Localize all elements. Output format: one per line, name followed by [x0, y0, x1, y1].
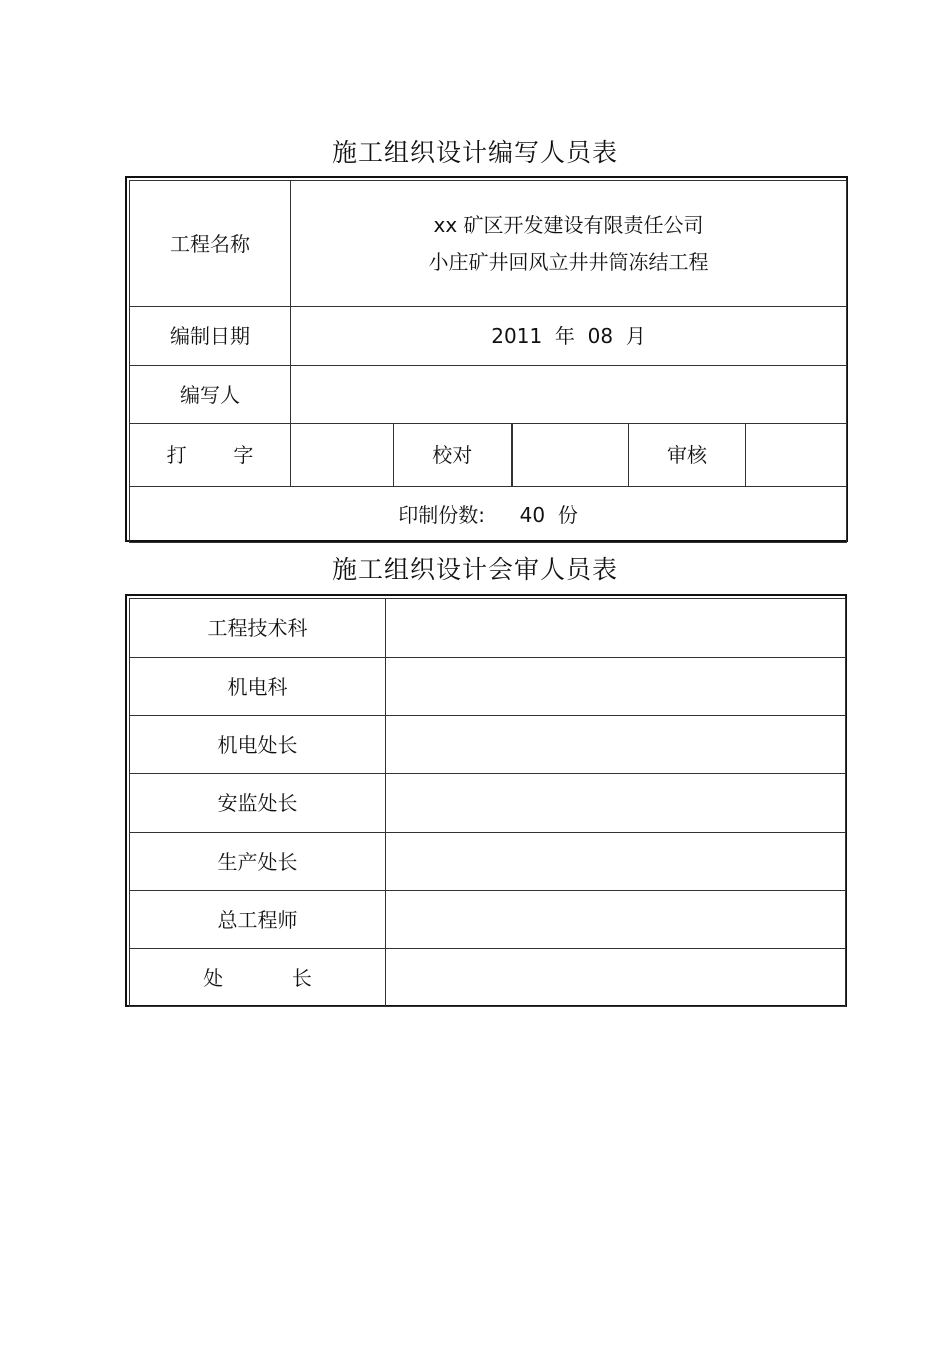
table-row [130, 424, 847, 487]
date-label: 编制日期 [130, 307, 291, 366]
compilation-staff-table [129, 180, 847, 543]
table1-title: 施工组织设计编写人员表 [331, 138, 618, 167]
review-row-value [386, 891, 846, 949]
review-row-label: 工程技术科 [130, 599, 386, 658]
review-row-label: 机电科 [130, 658, 386, 716]
table-row [130, 774, 846, 833]
review-row-value [386, 833, 846, 891]
table-row [130, 833, 846, 891]
review-row-value [386, 658, 846, 716]
review-row-value [386, 949, 846, 1007]
proofread-label: 校对 [394, 424, 512, 487]
review-staff-table-frame [125, 594, 847, 1007]
typing-label [130, 424, 291, 487]
review-row-value [386, 599, 846, 658]
table-row [130, 487, 847, 543]
table-row [130, 891, 846, 949]
project-name-label: 工程名称 [130, 181, 291, 307]
table-row [130, 181, 847, 307]
review-row-label: 总工程师 [130, 891, 386, 949]
project-name-line1: xx 矿区开发建设有限责任公司 [433, 212, 704, 237]
table-row [130, 307, 847, 366]
table-row [130, 949, 846, 1007]
review-row-label-director [130, 949, 386, 1007]
review-row-label: 安监处长 [130, 774, 386, 833]
table2-title: 施工组织设计会审人员表 [331, 555, 618, 584]
copies-cell [130, 487, 847, 543]
project-name-value [291, 181, 847, 307]
table-row [130, 599, 846, 658]
table-row [130, 658, 846, 716]
writer-label: 编写人 [130, 366, 291, 424]
review-row-label: 机电处长 [130, 716, 386, 774]
review-row-value [386, 774, 846, 833]
review-row-label: 生产处长 [130, 833, 386, 891]
director-label-char1: 处 [203, 965, 224, 990]
project-name-line2: 小庄矿井回风立井井筒冻结工程 [428, 249, 709, 274]
table-row [130, 366, 847, 424]
typing-value [291, 424, 394, 487]
copies-label: 印制份数: [398, 502, 485, 527]
review-label: 审核 [629, 424, 746, 487]
table-row [130, 716, 846, 774]
date-value: 2011 年 08 月 [291, 307, 847, 366]
review-row-value [386, 716, 846, 774]
copies-value: 40 份 [519, 502, 578, 527]
typing-label-char2: 字 [233, 443, 254, 467]
director-label-char2: 长 [291, 965, 312, 990]
review-value [746, 424, 847, 487]
compilation-staff-table-frame [125, 176, 848, 542]
proofread-value [512, 424, 629, 487]
typing-label-char1: 打 [166, 443, 187, 467]
review-staff-table [129, 598, 846, 1007]
writer-value [291, 366, 847, 424]
